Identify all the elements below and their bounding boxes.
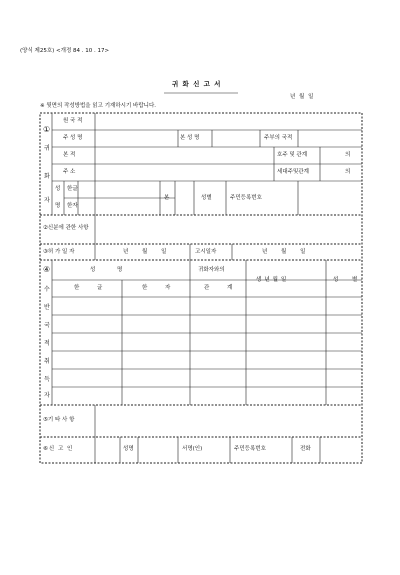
page-title: 귀 화 신 고 서	[172, 80, 222, 88]
section6-label: ⑥신 고 인	[43, 446, 74, 452]
section3-label: ③허 가 일 자	[43, 249, 75, 255]
sex-label: 성별	[201, 195, 212, 201]
notice-date: 년 월 일	[262, 249, 312, 255]
sec4-hangul-header: 한 글	[74, 285, 111, 291]
section4-side-7: 자	[44, 392, 50, 399]
section1-number: ①	[43, 125, 51, 134]
notice-date-label: 고시일자	[195, 249, 217, 255]
form-number: (양식 제25호) <개정 84 . 10 . 17>	[20, 48, 110, 54]
reporter-name-label: 성명	[123, 446, 134, 452]
head-relation-label: 호주 및 관계	[277, 152, 308, 158]
domicile-label: 본 적	[63, 152, 76, 158]
date-label: 년 월 일	[290, 94, 315, 100]
instruction-text: ※ 뒷면의 작성방법을 읽고 기재하시기 바랍니다.	[40, 103, 157, 109]
name-label-2: 명	[55, 203, 61, 209]
main-surname-label: 본 성 명	[180, 135, 200, 141]
permit-date: 년 월 일	[123, 249, 173, 255]
reporter-phone-label: 전화	[300, 446, 311, 452]
section4-side-5: 취	[44, 358, 50, 365]
section1-side-3: 자	[44, 197, 50, 204]
bon-label: 본	[164, 195, 170, 201]
sec4-relation-top: 귀화자와의	[198, 267, 225, 273]
section4-side-2: 반	[44, 304, 50, 311]
sec4-hanja-header: 한 자	[142, 285, 179, 291]
section2-label: ②신분에 관한 사항	[43, 225, 89, 231]
former-nationality-label: 원 국 적	[63, 118, 83, 124]
reporter-signature-label: 서명(인)	[182, 446, 203, 452]
head-relation-suffix: 의	[345, 152, 351, 158]
section1-side-1: 귀	[44, 145, 50, 152]
name-label-1: 성	[55, 186, 61, 192]
section4-side-6: 득	[44, 376, 50, 383]
householder-name-label: 주 성 명	[63, 135, 83, 141]
hanja-label: 한자	[67, 203, 78, 209]
section4-side-3: 국	[44, 322, 50, 329]
sec4-birth-header: 생년월일	[256, 277, 290, 283]
section5-label: ⑤기 타 사 항	[43, 417, 75, 423]
section4-number: ④	[43, 265, 51, 274]
sec4-name-header: 성 명	[90, 267, 133, 273]
resident-no-label: 주민등록번호	[230, 195, 262, 201]
sec4-sex-header: 성 별	[333, 277, 364, 283]
hangul-label: 한글	[67, 186, 78, 192]
household-head-label: 세대주및관계	[277, 169, 309, 175]
householder-nationality-label: 주부의 국적	[264, 135, 293, 141]
sec4-relation-bottom: 관 계	[204, 285, 241, 291]
section4-side-1: 수	[44, 286, 50, 293]
section1-side-2: 화	[44, 173, 50, 180]
reporter-resident-no-label: 주민등록번호	[234, 446, 266, 452]
section4-side-4: 적	[44, 340, 50, 347]
household-head-suffix: 의	[345, 169, 351, 175]
address-label: 주 소	[63, 169, 76, 175]
